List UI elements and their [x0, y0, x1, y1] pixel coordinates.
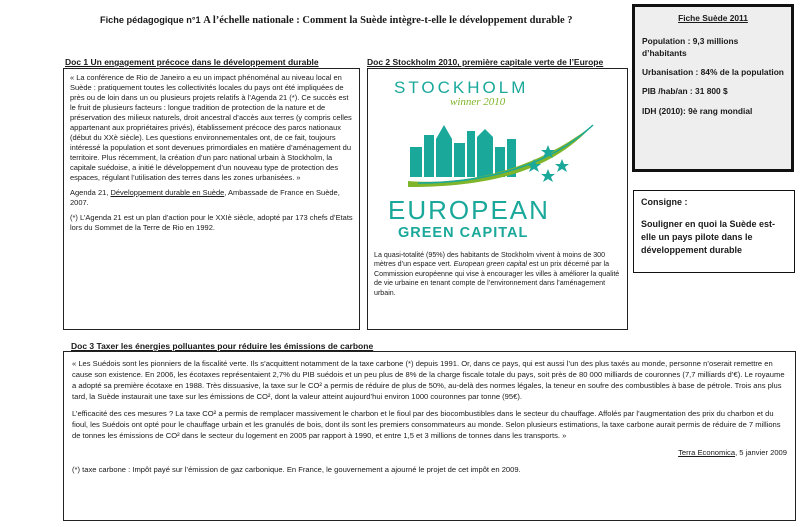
stat-urbanisation: Urbanisation : 84% de la population	[642, 67, 784, 78]
doc1-source-title: Développement durable en Suède	[110, 187, 225, 197]
logo-european-text: EUROPEAN	[388, 195, 550, 225]
doc3-heading: Doc 3 Taxer les énergies polluantes pour réduire les émissions de carbone	[71, 341, 374, 351]
european-green-capital-logo	[374, 73, 623, 245]
stat-pib: PIB /hab/an : 31 800 $	[642, 86, 728, 97]
doc1-box	[63, 68, 360, 330]
doc3-source-title: Terra Economica	[678, 448, 736, 457]
consigne-title: Consigne :	[641, 197, 688, 207]
doc1-source: Agenda 21, Développement durable en Suède, Ambassade de France en Suède, 2007.	[70, 187, 340, 207]
fiche-suede-box	[632, 4, 794, 172]
doc3-source: Terra Economica, 5 janvier 2009	[678, 448, 787, 457]
doc3-paragraph-2: L’efficacité des ces mesures ? La taxe CO² a permis de remplacer massivement le charbon et le fioul par des biocombustibles dans le secteur du chauffage. Affolés par l’augmentation des prix du charbon et du fioul, les Suédois ont opté pour le chauffage urbain et les granulés de bois, dont ils sont les premiers consommateurs au monde. Selon plusieurs estimations, la taxe carbone aurait permis de réduire de 7 millions de tonnes les émissions de CO² dans le secteur du logement en 2005 par rapport à 1990, et entre 1,5 et 3 millions de tonnes dans les transports. »	[72, 409, 781, 440]
page-title	[100, 15, 610, 26]
doc3-paragraph-1: « Les Suédois sont les pionniers de la fiscalité verte. Ils s’acquittent notamment de la taxe carbone (*) depuis 1991. Or, dans ce pays, qui est aussi l’un des plus taxés au monde, personne n’oserait remettre en cause son existence. En 2006, les écotaxes représentaient 2,7% du PIB suédois et un peu plus de 8% de la charge fiscale totale du pays, soit près de 80 000 milliards de couronnes (7,7 milliards d’€). Le royaume a adopté sa première écotaxe en 1988. Très dissuasive, la taxe sur le CO² a permis de réduire de plus de 50%, au-delà des normes légales, la teneur en soufre des combustibles à base de pétrole. Trois ans plus tard, la Suède instaurait une taxe sur les émissions de CO², dont la valeur atteint aujourd’hui environ 1000 couronnes par tonne (95€).	[72, 359, 785, 401]
doc2-heading: Doc 2 Stockholm 2010, première capitale verte de l’Europe	[367, 57, 604, 67]
doc3-footnote: (*) taxe carbone : Impôt payé sur l’émission de gaz carbonique. En France, le gouvernement a ajourné le projet de cet impôt en 2009.	[72, 465, 521, 474]
doc3-box	[63, 351, 796, 521]
consigne-text: Souligner en quoi la Suède est-elle un pays pilote dans le développement durable	[641, 219, 776, 256]
doc2-prize-name: European green capital	[453, 260, 528, 269]
stat-population: Population : 9,3 millions d’habitants	[642, 36, 739, 58]
doc1-paragraph: « La conférence de Rio de Janeiro a eu un impact phénoménal au niveau local en Suède : pratiquement toutes les collectivités locales du pays ont été impliquées de près ou de loin dans un ou plusieurs projets relatifs à l’Agenda 21 (*). Ce succès est le fruit de plusieurs facteurs : longue tradition de protection de la nature et de préservation des milieux naturels, droit ancestral d’accès aux terres (y compris celles appartenant aux propriétaires privés), établissement précoce des parcs nationaux (début du XXè siècle). Les questions environnementales ont, de ce fait, toujours intéressé la population et sont devenues primordiales en matière d’aménagement du territoire. Plus récemment, la création d’un parc national urbain à Stockholm, la capitale suédoise, a initié le développement d’un nouveau type de protection des espaces, régulant l’utilisation des terres dans les zones urbanisées. »	[70, 73, 352, 182]
page-subtitle: A l’échelle nationale : Comment la Suède intègre-t-elle le développement durable ?	[203, 15, 573, 26]
logo-winner-text: winner 2010	[450, 96, 506, 108]
doc1-heading: Doc 1 Un engagement précoce dans le développement durable	[65, 57, 319, 67]
doc1-footnote: (*) L’Agenda 21 est un plan d’action pour le XXIè siècle, adopté par 173 chefs d’Etats lors du Sommet de la Terre de Rio en 1992.	[70, 212, 353, 232]
fiche-label: Fiche pédagogique n°1	[100, 15, 201, 25]
doc2-text: La quasi-totalité (95%) des habitants de Stockholm vivent à moins de 300 mètres d’un espace vert. European green capital est un prix décerné par la Commission européenne qui vise à encourager les villes à améliorer la qualité de vie urbaine en tenant compte de l’environnement dans l’aménagement urbain.	[374, 251, 620, 297]
stat-idh: IDH (2010): 9è rang mondial	[642, 105, 753, 116]
doc2-box	[367, 68, 628, 330]
logo-green-capital-text: GREEN CAPITAL	[398, 225, 529, 241]
consigne-box	[633, 190, 795, 273]
fiche-suede-title: Fiche Suède 2011	[678, 13, 748, 23]
logo-stockholm-text: STOCKHOLM	[394, 78, 529, 97]
